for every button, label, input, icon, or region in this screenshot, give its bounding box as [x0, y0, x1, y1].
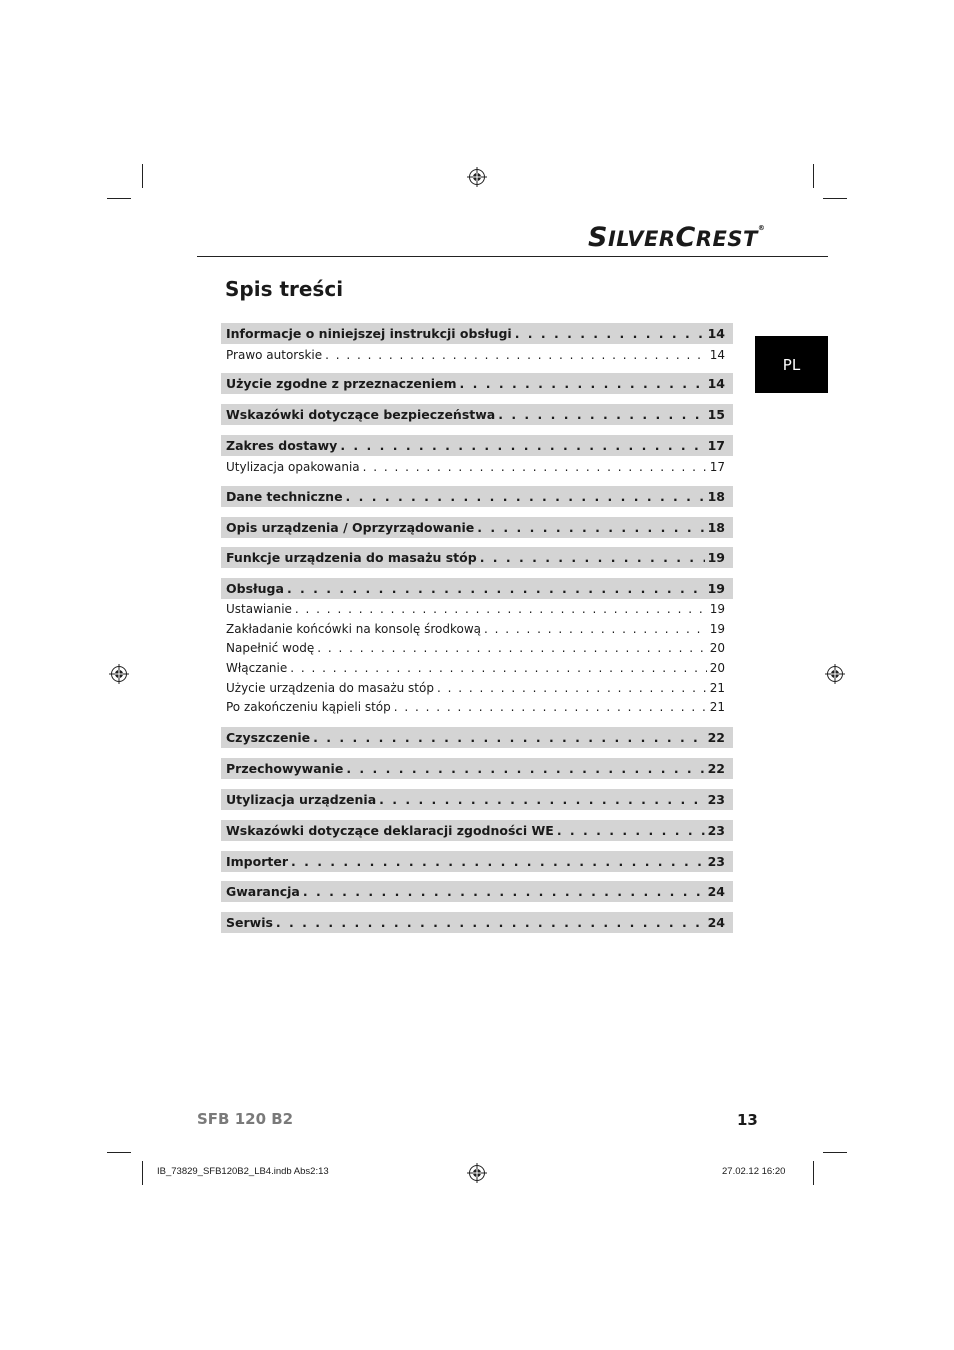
toc-chapter-row [221, 404, 733, 425]
toc-entry-title: Wskazówki dotyczące deklaracji zgodności WE [226, 823, 554, 838]
toc-dot-leader [317, 641, 706, 655]
crop-mark-icon [107, 1152, 131, 1153]
toc-entry-page: 15 [707, 407, 725, 422]
toc-chapter-row [221, 789, 733, 810]
toc-entry-page: 19 [707, 550, 725, 565]
toc-dot-leader [325, 348, 707, 362]
toc-section-row [221, 698, 733, 716]
print-slug-file: IB_73829_SFB120B2_LB4.indb Abs2:13 [157, 1166, 329, 1177]
toc-dot-leader [290, 661, 707, 675]
toc-dot-leader [379, 792, 704, 807]
registration-mark-icon [825, 664, 845, 684]
toc-dot-leader [557, 823, 705, 838]
toc-row-content [226, 758, 725, 779]
toc-chapter-row [221, 820, 733, 841]
toc-entry-title: Funkcje urządzenia do masażu stóp [226, 550, 477, 565]
toc-chapter-row [221, 727, 733, 748]
toc-section-row [221, 346, 733, 364]
header-divider [197, 256, 828, 257]
crop-mark-icon [142, 164, 143, 188]
toc-row-content [226, 620, 725, 638]
toc-row-content [226, 912, 725, 933]
toc-entry-page: 19 [709, 602, 725, 616]
toc-row-content [226, 517, 725, 538]
toc-dot-leader [287, 581, 705, 596]
toc-entry-title: Napełnić wodę [226, 641, 315, 655]
toc-section-row [221, 679, 733, 697]
toc-chapter-row [221, 486, 733, 507]
toc-row-content [226, 659, 725, 677]
toc-chapter-row [221, 912, 733, 933]
language-tab-label: PL [782, 355, 801, 374]
toc-entry-title: Informacje o niniejszej instrukcji obsługi [226, 326, 512, 341]
toc-entry-page: 19 [707, 581, 725, 596]
toc-dot-leader [303, 884, 705, 899]
toc-entry-page: 22 [707, 761, 725, 776]
brand-logo-initial: C [675, 222, 696, 253]
toc-dot-leader [363, 460, 707, 474]
toc-row-content [226, 600, 725, 618]
toc-entry-title: Włączanie [226, 661, 288, 675]
toc-entry-title: Dane techniczne [226, 489, 343, 504]
toc-row-content [226, 323, 725, 344]
toc-entry-title: Zakładanie końcówki na konsolę środkową [226, 622, 481, 636]
toc-row-content [226, 404, 725, 425]
toc-entry-page: 14 [707, 376, 725, 391]
toc-entry-title: Zakres dostawy [226, 438, 338, 453]
toc-section-row [221, 600, 733, 618]
toc-dot-leader [313, 730, 704, 745]
toc-entry-title: Importer [226, 854, 288, 869]
toc-chapter-row [221, 435, 733, 456]
toc-row-content [226, 346, 725, 364]
model-number: SFB 120 B2 [197, 1110, 294, 1128]
registered-mark: ® [757, 224, 766, 232]
language-tab [755, 336, 828, 393]
toc-dot-leader [498, 407, 704, 422]
toc-entry-title: Utylizacja opakowania [226, 460, 360, 474]
toc-entry-title: Wskazówki dotyczące bezpieczeństwa [226, 407, 496, 422]
toc-entry-page: 24 [707, 915, 725, 930]
toc-dot-leader [346, 489, 705, 504]
toc-entry-title: Obsługa [226, 581, 284, 596]
crop-mark-icon [823, 1152, 847, 1153]
toc-row-content [226, 458, 725, 476]
toc-row-content [226, 639, 725, 657]
brand-logo-text: REST [695, 227, 758, 251]
toc-entry-page: 17 [709, 460, 725, 474]
toc-row-content [226, 727, 725, 748]
toc-entry-title: Gwarancja [226, 884, 300, 899]
toc-entry-page: 24 [707, 884, 725, 899]
toc-chapter-row [221, 758, 733, 779]
toc-row-content [226, 435, 725, 456]
toc-entry-page: 20 [709, 661, 725, 675]
toc-entry-page: 18 [707, 520, 725, 535]
toc-dot-leader [340, 438, 704, 453]
toc-section-row [221, 458, 733, 476]
toc-dot-leader [295, 602, 707, 616]
toc-dot-leader [437, 681, 707, 695]
toc-entry-page: 19 [709, 622, 725, 636]
toc-entry-title: Przechowywanie [226, 761, 344, 776]
page-title: Spis treści [225, 277, 344, 301]
toc-section-row [221, 639, 733, 657]
crop-mark-icon [813, 164, 814, 188]
toc-entry-title: Opis urządzenia / Oprzyrządowanie [226, 520, 475, 535]
brand-logo-initial: S [588, 222, 608, 253]
toc-entry-page: 14 [707, 326, 725, 341]
print-slug-date: 27.02.12 16:20 [722, 1166, 786, 1177]
toc-entry-title: Czyszczenie [226, 730, 311, 745]
toc-chapter-row [221, 851, 733, 872]
toc-entry-title: Prawo autorskie [226, 348, 323, 362]
registration-mark-icon [467, 167, 487, 187]
brand-logo-text: ILVER [607, 227, 676, 251]
toc-entry-title: Serwis [226, 915, 273, 930]
toc-dot-leader [291, 854, 705, 869]
toc-chapter-row [221, 373, 733, 394]
page-number: 13 [737, 1111, 758, 1129]
toc-row-content [226, 881, 725, 902]
toc-row-content [226, 851, 725, 872]
toc-entry-title: Użycie zgodne z przeznaczeniem [226, 376, 457, 391]
toc-dot-leader [484, 622, 707, 636]
toc-entry-page: 20 [709, 641, 725, 655]
toc-chapter-row [221, 547, 733, 568]
toc-row-content [226, 547, 725, 568]
toc-dot-leader [276, 915, 705, 930]
toc-chapter-row [221, 578, 733, 599]
crop-mark-icon [142, 1161, 143, 1185]
toc-chapter-row [221, 881, 733, 902]
crop-mark-icon [813, 1161, 814, 1185]
toc-entry-page: 21 [709, 681, 725, 695]
toc-row-content [226, 679, 725, 697]
toc-entry-page: 23 [707, 854, 725, 869]
toc-row-content [226, 486, 725, 507]
toc-dot-leader [480, 550, 705, 565]
toc-chapter-row [221, 517, 733, 538]
toc-entry-page: 21 [709, 700, 725, 714]
toc-entry-page: 18 [707, 489, 725, 504]
toc-dot-leader [460, 376, 705, 391]
toc-dot-leader [477, 520, 704, 535]
toc-entry-title: Użycie urządzenia do masażu stóp [226, 681, 434, 695]
toc-chapter-row [221, 323, 733, 344]
toc-entry-page: 23 [707, 823, 725, 838]
toc-row-content [226, 820, 725, 841]
toc-entry-page: 22 [707, 730, 725, 745]
toc-dot-leader [515, 326, 705, 341]
toc-entry-title: Utylizacja urządzenia [226, 792, 377, 807]
toc-dot-leader [346, 761, 704, 776]
crop-mark-icon [823, 198, 847, 199]
brand-logo [588, 222, 765, 253]
toc-section-row [221, 659, 733, 677]
toc-entry-title: Po zakończeniu kąpieli stóp [226, 700, 391, 714]
toc-row-content [226, 789, 725, 810]
toc-entry-page: 23 [707, 792, 725, 807]
toc-row-content [226, 578, 725, 599]
crop-mark-icon [107, 198, 131, 199]
toc-entry-page: 14 [709, 348, 725, 362]
toc-entry-title: Ustawianie [226, 602, 292, 616]
toc-section-row [221, 620, 733, 638]
registration-mark-icon [109, 664, 129, 684]
toc-dot-leader [394, 700, 707, 714]
toc-entry-page: 17 [707, 438, 725, 453]
registration-mark-icon [467, 1163, 487, 1183]
toc-row-content [226, 698, 725, 716]
toc-row-content [226, 373, 725, 394]
